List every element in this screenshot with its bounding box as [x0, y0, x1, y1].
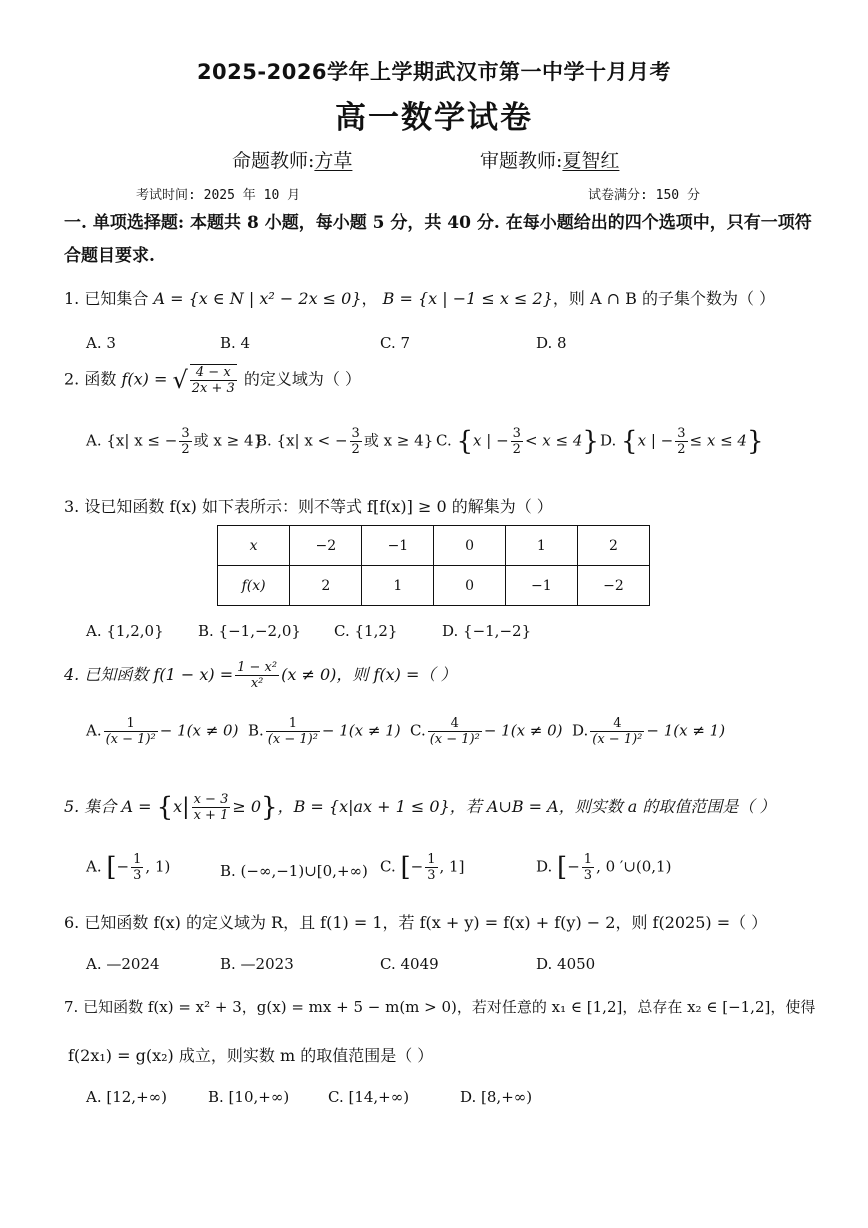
q2-rad-den: 2x + 3: [191, 381, 235, 396]
q5-d-label: D.: [536, 857, 553, 876]
q2-b-post: 或 x ≥ 4}: [363, 431, 434, 450]
question-5-stem: 5. 集合 A = {x| $\frac{x - 3}{x + 1}$ ≥ 0}，B = {x|ax + 1 ≤ 0}，若 A∪B = A，则实数 a 的取值范围是（ ）: [64, 792, 776, 823]
author-line: [232, 146, 352, 173]
q2-a-post: 或 x ≥ 4}: [193, 431, 264, 450]
q4-a-num: 1: [104, 716, 158, 732]
q2-a-pre: A. {x| x ≤ −: [86, 431, 178, 450]
q4-c-label: C.: [410, 721, 426, 740]
q4-c-num: 4: [428, 716, 482, 732]
q4-option-c: [410, 716, 563, 747]
table-cell: −2: [290, 526, 362, 566]
q6-option-d: D. 4050: [536, 955, 596, 973]
table-row: [218, 566, 650, 606]
q2-c-num: 3: [512, 426, 521, 441]
question-2-stem: [64, 364, 361, 396]
table-cell: −2: [577, 566, 649, 606]
q1-suffix: ，则 A ∩ B 的子集个数为（ ）: [552, 289, 776, 308]
sqrt-sign-icon: √: [172, 366, 188, 394]
q4-option-d: [572, 716, 725, 747]
table-cell: 1: [505, 526, 577, 566]
q6-option-a: A. —2024: [86, 955, 160, 973]
question-1-stem: [64, 286, 775, 309]
q1-sep: ，: [361, 289, 378, 308]
author-label: 命题教师:: [232, 150, 315, 172]
q2-b-pre: B. {x| x < −: [256, 431, 348, 450]
q2-b-den: 2: [351, 442, 360, 457]
q2-d-den: 2: [677, 442, 686, 457]
exam-title: 2025-2026学年上学期武汉市第一中学十月月考: [196, 60, 672, 84]
table-cell: −1: [362, 526, 434, 566]
q4-b-den: (x − 1)²: [267, 732, 318, 747]
q4-c-tail: − 1(x ≠ 0): [483, 721, 563, 740]
q7-option-d: D. [8,+∞): [460, 1088, 533, 1106]
q5-d-tail: , 0 ′∪(0,1): [596, 857, 672, 876]
q5-c-num: 1: [427, 852, 436, 867]
q4-option-a: [86, 716, 238, 747]
q5-a-den: 3: [133, 868, 142, 883]
q5-prefix: 5. 集合 A =: [64, 797, 152, 816]
q5-suffix: ，若 A∪B = A，则实数 a 的取值范围是（ ）: [449, 797, 776, 816]
q3-option-d: D. {−1,−2}: [442, 622, 532, 640]
reviewer-name: 夏智红: [562, 150, 620, 172]
q5-set-b: ，B = {x|ax + 1 ≤ 0}: [277, 797, 450, 816]
q5-option-d: D. [− $\frac{1}{3}$ , 0 ′∪(0,1): [536, 852, 672, 883]
q4-prefix: 4. 已知函数 f(1 − x) =: [64, 665, 234, 684]
exam-time: 考试时间: 2025 年 10 月: [136, 188, 301, 203]
table-cell: 0: [434, 526, 505, 566]
section-heading: 一. 单项选择题: 本题共 8 小题，每小题 5 分，共 40 分. 在每小题给出的四个选项中，只有一项符合题目要求.: [64, 213, 812, 266]
q2-func: f(x) =: [121, 369, 168, 389]
q2-a-den: 2: [181, 442, 190, 457]
q4-den: x²: [250, 676, 264, 691]
q5-a-num: 1: [133, 852, 142, 867]
q5-tail: ≥ 0: [232, 797, 262, 816]
q4-b-label: B.: [248, 721, 264, 740]
exam-subtitle: 高一数学试卷: [335, 100, 533, 136]
q2-option-a: [86, 426, 263, 457]
q3-option-c: C. {1,2}: [334, 622, 398, 640]
table-row: [218, 526, 650, 566]
q5-den: x + 1: [193, 808, 229, 823]
q5-a-label: A.: [86, 857, 102, 876]
q1-option-a: A. 3: [86, 334, 116, 352]
q6-option-b: B. —2023: [220, 955, 294, 973]
q2-option-b: [256, 426, 433, 457]
q1-set-b: B = {x | −1 ≤ x ≤ 2}: [382, 289, 553, 308]
q7-option-b: B. [10,+∞): [208, 1088, 290, 1106]
q5-c-tail: , 1]: [439, 857, 465, 876]
table-cell: −1: [505, 566, 577, 606]
table-cell: f(x): [218, 566, 290, 606]
q2-radicand: [190, 364, 237, 396]
q4-a-tail: − 1(x ≠ 0): [159, 721, 239, 740]
q4-a-label: A.: [86, 721, 102, 740]
q2-option-d: D. {x | − $\frac{3}{2}$ ≤ x ≤ 4}: [600, 426, 764, 457]
q4-a-den: (x − 1)²: [105, 732, 156, 747]
q5-d-den: 3: [583, 868, 593, 883]
q3-option-b: B. {−1,−2,0}: [198, 622, 301, 640]
reviewer-line: [480, 146, 619, 173]
q4-d-den: (x − 1)²: [592, 732, 643, 747]
q2-d-num: 3: [677, 426, 686, 441]
function-table: [217, 525, 650, 606]
q7-option-c: C. [14,+∞): [328, 1088, 410, 1106]
question-6-stem: 6. 已知函数 f(x) 的定义域为 R，且 f(1) = 1，若 f(x + y) = f(x) + f(y) − 2，则 f(2025) =（ ）: [64, 913, 768, 932]
q5-option-a: A. [− $\frac{1}{3}$ , 1): [86, 852, 171, 883]
table-cell: 0: [434, 566, 505, 606]
q2-d-post: ≤ x ≤ 4: [689, 431, 747, 450]
q5-a-tail: , 1): [145, 857, 171, 876]
q4-option-b: [248, 716, 401, 747]
q7-option-a: A. [12,+∞): [86, 1088, 167, 1106]
q5-c-label: C.: [380, 857, 396, 876]
q5-c-den: 3: [427, 868, 436, 883]
question-7-stem-line2: f(2x₁) = g(x₂) 成立，则实数 m 的取值范围是（ ）: [68, 1046, 434, 1065]
author-name: 方草: [314, 150, 353, 172]
q1-option-d: D. 8: [536, 334, 567, 352]
full-score: 试卷满分: 150 分: [588, 188, 700, 203]
q2-rad-num: 4 − x: [190, 365, 237, 381]
q5-d-num: 1: [583, 852, 593, 867]
table-cell: x: [218, 526, 290, 566]
q2-c-post: < x ≤ 4: [524, 431, 583, 450]
q6-option-c: C. 4049: [380, 955, 439, 973]
q2-prefix: 2. 函数: [64, 369, 117, 389]
q2-d-body: x | −: [637, 431, 674, 450]
question-7-stem-line1: 7. 已知函数 f(x) = x² + 3，g(x) = mx + 5 − m(m > 0)，若对任意的 x₁ ∈ [1,2]，总存在 x₂ ∈ [−1,2]，使得: [64, 998, 816, 1016]
q5-option-c: C. [− $\frac{1}{3}$ , 1]: [380, 852, 465, 883]
q2-b-num: 3: [351, 426, 360, 441]
question-3-stem: 3. 设已知函数 f(x) 如下表所示：则不等式 f[f(x)] ≥ 0 的解集为（ ）: [64, 497, 553, 516]
q2-c-body: x | −: [473, 431, 509, 450]
q1-option-c: C. 7: [380, 334, 411, 352]
q2-d-pre: D.: [600, 431, 617, 450]
q4-d-num: 4: [590, 716, 644, 732]
q3-option-a: A. {1,2,0}: [86, 622, 164, 640]
q4-b-tail: − 1(x ≠ 1): [321, 721, 401, 740]
q1-prefix: 1. 已知集合: [64, 289, 149, 308]
q2-a-num: 3: [181, 426, 190, 441]
q4-b-num: 1: [266, 716, 320, 732]
q5-num: x − 3: [193, 792, 229, 807]
q4-num: 1 − x²: [237, 660, 278, 675]
q4-d-tail: − 1(x ≠ 1): [646, 721, 726, 740]
reviewer-label: 审题教师:: [480, 150, 563, 172]
q2-option-c: C. {x | − $\frac{3}{2}$ < x ≤ 4}: [436, 426, 599, 457]
q1-set-a: A = {x ∈ N | x² − 2x ≤ 0}: [153, 289, 362, 308]
table-cell: 2: [290, 566, 362, 606]
q4-d-label: D.: [572, 721, 589, 740]
question-4-stem: [64, 660, 456, 691]
table-cell: 2: [577, 526, 649, 566]
q4-suffix: (x ≠ 0)，则 f(x) =（ ）: [281, 665, 457, 684]
q2-c-den: 2: [512, 442, 521, 457]
table-cell: 1: [362, 566, 434, 606]
q2-suffix: 的定义域为（ ）: [243, 369, 361, 389]
q2-c-pre: C.: [436, 431, 452, 450]
q1-option-b: B. 4: [220, 334, 251, 352]
q4-c-den: (x − 1)²: [429, 732, 480, 747]
q5-option-b: B. (−∞,−1)∪[0,+∞): [220, 862, 368, 880]
